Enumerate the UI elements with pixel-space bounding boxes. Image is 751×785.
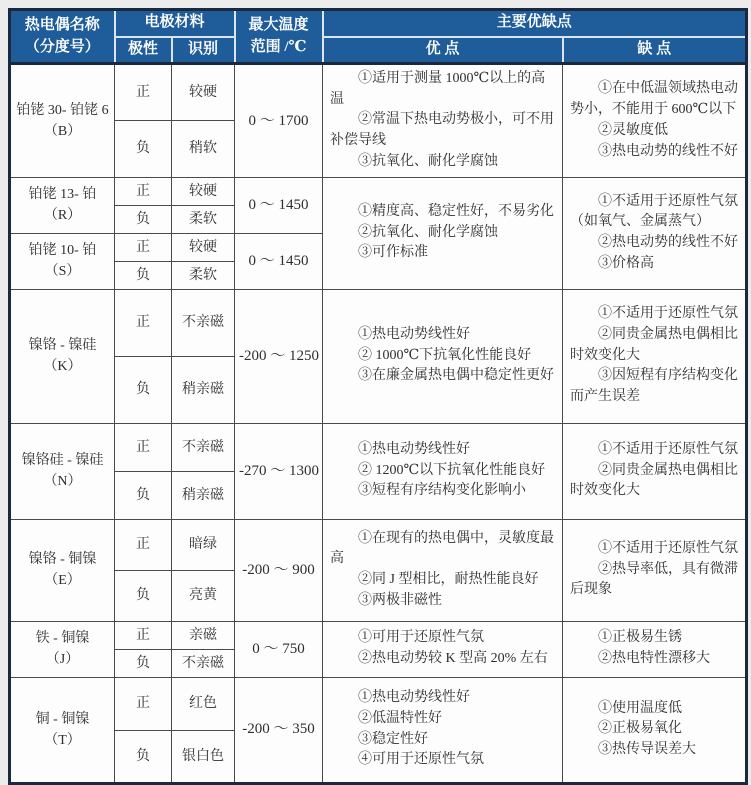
identify-cell: 亮黄 — [172, 570, 235, 621]
name-line1: 铜 - 铜镍 — [35, 711, 90, 727]
pros-cell: ①精度高、稳定性好，不易劣化 ②抗氧化、耐化学腐蚀 ③可作标准 — [323, 177, 563, 289]
name-cell — [10, 677, 115, 783]
table-header — [10, 10, 747, 64]
temp-range-cell: -270 ～ 1300 — [235, 423, 323, 519]
identify-cell: 较硬 — [172, 64, 235, 121]
header-temp-range — [235, 10, 323, 64]
identify-cell: 较硬 — [172, 177, 235, 205]
pros-cell: ①在现有的热电偶中，灵敏度最高 ②同 J 型相比，耐热性能良好 ③两极非磁性 — [323, 519, 563, 621]
table-row-r — [10, 177, 747, 205]
name-cell — [10, 64, 115, 178]
header-pros: 优 点 — [323, 37, 563, 64]
name-line1: 镍铬 - 镍硅 — [28, 338, 97, 354]
cons-cell: ①不适用于还原性气氛 ②热导率低，具有微滞后现象 — [563, 519, 747, 621]
header-polarity: 极性 — [115, 37, 172, 64]
name-line2: （K） — [43, 359, 82, 375]
polarity-cell: 负 — [115, 356, 172, 423]
identify-cell: 不亲磁 — [172, 289, 235, 356]
header-temp-line2: 范围 /℃ — [250, 38, 307, 55]
cons-cell: ①在中低温领域热电动势小，不能用于 600℃以下 ②灵敏度低 ③热电动势的线性不好 — [563, 64, 747, 178]
header-identify: 识别 — [172, 37, 235, 64]
header-name-line2: （分度号） — [24, 38, 100, 55]
name-cell — [10, 233, 115, 289]
cons-cell: ①不适用于还原性气氛 ②同贵金属热电偶相比时效变化大 ③因短程有序结构变化而产生误差 — [563, 289, 747, 423]
name-line2: （B） — [43, 123, 82, 139]
header-row-1 — [10, 10, 747, 37]
table-row-b — [10, 64, 747, 121]
table-row-k — [10, 289, 747, 356]
name-line2: （T） — [44, 732, 81, 748]
identify-cell: 银白色 — [172, 730, 235, 783]
table-row-n — [10, 423, 747, 471]
identify-cell: 暗绿 — [172, 519, 235, 570]
pros-cell: ①热电动势线性好 ② 1200℃以下抗氧化性能良好 ③短程有序结构变化影响小 — [323, 423, 563, 519]
polarity-cell: 负 — [115, 120, 172, 177]
name-line1: 铁 - 铜镍 — [35, 631, 90, 647]
temp-range-cell: 0 ～ 1700 — [235, 64, 323, 178]
header-temp-line1: 最大温度 — [248, 16, 309, 33]
name-cell — [10, 177, 115, 233]
header-name — [10, 10, 115, 64]
polarity-cell: 正 — [115, 64, 172, 121]
identify-cell: 不亲磁 — [172, 423, 235, 471]
identify-cell: 较硬 — [172, 233, 235, 261]
polarity-cell: 负 — [115, 570, 172, 621]
polarity-cell: 正 — [115, 519, 172, 570]
name-line2: （J） — [45, 652, 80, 668]
cons-cell: ①不适用于还原性气氛 ②同贵金属热电偶相比时效变化大 — [563, 423, 747, 519]
identify-cell: 稍软 — [172, 120, 235, 177]
table-row-j — [10, 621, 747, 649]
polarity-cell: 正 — [115, 423, 172, 471]
name-cell — [10, 519, 115, 621]
name-line1: 镍铬 - 铜镍 — [28, 552, 97, 568]
name-line1: 铂铑 30- 铂铑 6 — [16, 102, 109, 118]
pros-cell: ①适用于测量 1000℃以上的高温 ②常温下热电动势极小，可不用补偿导线 ③抗氧化、耐化学腐蚀 — [323, 64, 563, 178]
header-row-2 — [10, 37, 747, 64]
temp-range-cell: 0 ～ 1450 — [235, 233, 323, 289]
identify-cell: 稍亲磁 — [172, 471, 235, 519]
table-row-e — [10, 519, 747, 570]
polarity-cell: 正 — [115, 289, 172, 356]
pros-cell: ①可用于还原性气氛 ②热电动势较 K 型高 20% 左右 — [323, 621, 563, 677]
polarity-cell: 负 — [115, 730, 172, 783]
identify-cell: 柔软 — [172, 205, 235, 233]
cons-cell: ①正极易生锈 ②热电特性漂移大 — [563, 621, 747, 677]
identify-cell: 稍亲磁 — [172, 356, 235, 423]
name-line1: 铂铑 13- 铂 — [28, 187, 97, 203]
identify-cell: 亲磁 — [172, 621, 235, 649]
header-electrode-material: 电极材料 — [115, 10, 235, 37]
polarity-cell: 正 — [115, 621, 172, 649]
polarity-cell: 正 — [115, 677, 172, 730]
name-line2: （N） — [43, 474, 82, 490]
pros-cell: ①热电动势线性好 ②低温特性好 ③稳定性好 ④可用于还原性气氛 — [323, 677, 563, 783]
temp-range-cell: -200 ～ 1250 — [235, 289, 323, 423]
temp-range-cell: 0 ～ 1450 — [235, 177, 323, 233]
name-line2: （E） — [44, 573, 81, 589]
polarity-cell: 正 — [115, 177, 172, 205]
name-cell — [10, 289, 115, 423]
temp-range-cell: 0 ～ 750 — [235, 621, 323, 677]
polarity-cell: 负 — [115, 205, 172, 233]
polarity-cell: 负 — [115, 649, 172, 677]
pros-cell: ①热电动势线性好 ② 1000℃下抗氧化性能良好 ③在廉金属热电偶中稳定性更好 — [323, 289, 563, 423]
temp-range-cell: -200 ～ 900 — [235, 519, 323, 621]
name-line2: （R） — [43, 208, 82, 224]
name-cell — [10, 423, 115, 519]
identify-cell: 不亲磁 — [172, 649, 235, 677]
name-cell — [10, 621, 115, 677]
header-name-line1: 热电偶名称 — [24, 16, 100, 33]
header-pros-cons: 主要优缺点 — [323, 10, 747, 37]
cons-cell: ①不适用于还原性气氛（如氧气、金属蒸气） ②热电动势的线性不好 ③价格高 — [563, 177, 747, 289]
cons-cell: ①使用温度低 ②正极易氧化 ③热传导误差大 — [563, 677, 747, 783]
table-row-t — [10, 677, 747, 730]
identify-cell: 红色 — [172, 677, 235, 730]
thermocouple-table — [8, 8, 748, 785]
polarity-cell: 负 — [115, 261, 172, 289]
name-line1: 镍铬硅 - 镍硅 — [21, 453, 104, 469]
table-body — [10, 64, 747, 784]
name-line2: （S） — [44, 264, 81, 280]
polarity-cell: 正 — [115, 233, 172, 261]
name-line1: 铂铑 10- 铂 — [28, 243, 97, 259]
temp-range-cell: -200 ～ 350 — [235, 677, 323, 783]
identify-cell: 柔软 — [172, 261, 235, 289]
header-cons: 缺 点 — [563, 37, 747, 64]
polarity-cell: 负 — [115, 471, 172, 519]
